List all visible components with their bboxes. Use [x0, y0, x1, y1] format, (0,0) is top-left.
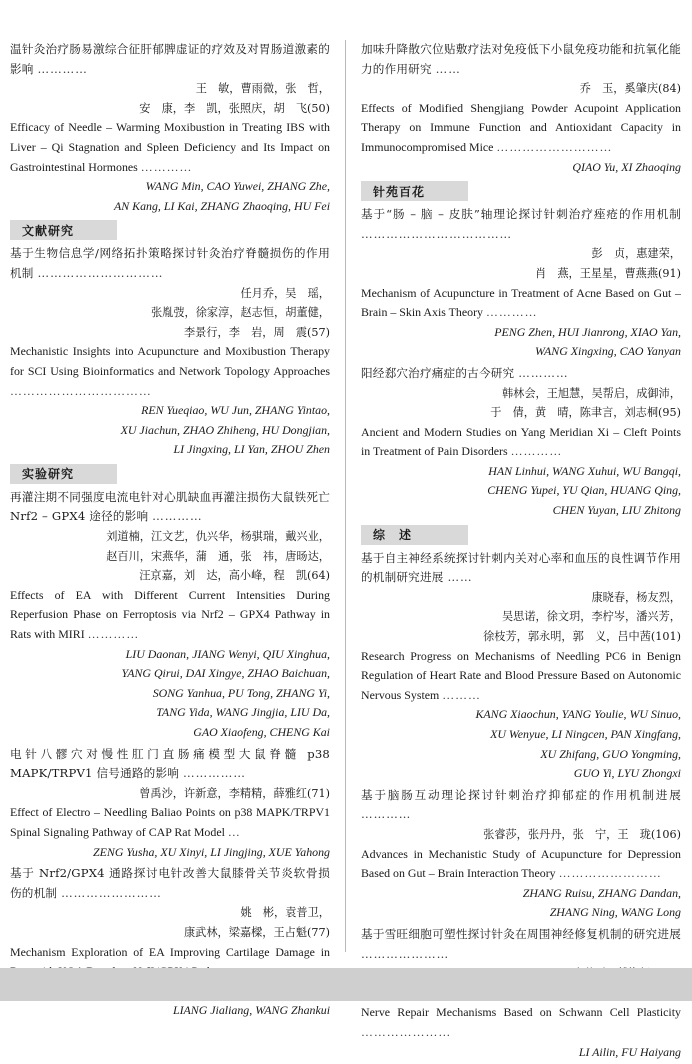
title-text-en: Mechanism Exploration of EA Improving Cartilage Damage in — [10, 944, 330, 959]
title-text-en: Effect of Electro – Needling Baliao Points on p38 MAPK/TRPV1 Spinal Signaling Pathway of CAP Rat Model — [10, 805, 330, 839]
authors-cn: 王 敏，曹雨微，张 哲， — [195, 82, 330, 96]
title-text-cn: 再灌注期不同强度电流电针对心肌缺血再灌注损伤大鼠铁死亡 Nrf2 – GPX4 途径的影响 — [10, 489, 330, 524]
authors-cn: 张胤弢，徐家淳，赵志恒，胡董健， — [150, 306, 330, 320]
entry-title-cn — [10, 244, 330, 283]
title-text-en: Mechanism of Acupuncture in Treatment of Acne Based on Gut – Brain – Skin Axis Theory — [361, 285, 681, 320]
authors-en: LIANG Jialiang, WANG Zhankui — [172, 1003, 330, 1018]
toc-entry — [10, 40, 330, 216]
left-column — [10, 40, 330, 1023]
authors-en: KANG Xiaochun, YANG Youlie, WU Sinuo, — [475, 707, 681, 722]
leader-dots: ………… — [485, 305, 538, 320]
section-header-literature: 文献研究 — [10, 220, 117, 240]
authors-en: ZHANG Ruisu, ZHANG Dandan, — [522, 885, 681, 900]
entry-title-en — [10, 803, 330, 842]
authors-cn: 安 康，李 凯，张照庆，胡 飞(50) — [139, 101, 330, 115]
authors-en: LIU Daonan, JIANG Wenyi, QIU Xinghua, — [125, 646, 330, 661]
leader-dots: …………………… — [558, 866, 662, 881]
title-text-en: Research Progress on Mechanisms of Needling PC6 in Benign Regulation of Heart Rate and Blood Pressure Based on Autonomic Nervous System — [361, 648, 681, 702]
authors-cn: 张睿莎，张丹丹，张 宁，王 珑(106) — [483, 827, 681, 841]
leader-dots: … — [227, 824, 241, 839]
leader-dots: ………… — [361, 807, 412, 822]
authors-cn: 李景行，李 岩，周 震(57) — [183, 325, 330, 339]
leader-dots: ………………… — [361, 1024, 452, 1039]
authors-en: SONG Yanhua, PU Tong, ZHANG Yi, — [152, 685, 330, 700]
authors-cn: 韩林会，王旭慧，吴帮启，成御沛， — [501, 386, 681, 400]
footer-bar — [0, 968, 692, 1001]
authors-en: ZENG Yusha, XU Xinyi, LI Jingjing, XUE Yahong — [93, 844, 330, 859]
section-header-experimental: 实验研究 — [10, 464, 117, 484]
title-text-en: Advances in Mechanistic Study of Acupuncture for Depression Based on Gut – Brain Interaction Theory — [361, 846, 681, 881]
entries-top-right — [361, 40, 681, 177]
authors-en: WANG Min, CAO Yuwei, ZHANG Zhe, — [145, 179, 330, 194]
leader-dots: …………………… — [61, 885, 162, 900]
entries-clinical-notes — [361, 205, 681, 521]
title-text-en: Efficacy of Needle – Warming Moxibustion in Treating IBS with Liver – Qi Stagnation and Spleen Deficiency and Its Impact on Gastrointestinal Hormones — [10, 120, 330, 174]
authors-cn: 康武林，梁嘉樑，王占魁(77) — [183, 925, 330, 939]
leader-dots: ………… — [518, 365, 569, 380]
toc-entry — [361, 549, 681, 784]
leader-dots: ………… — [37, 61, 88, 76]
title-text-en: Effects of Modified Shengjiang Powder Acupoint Application Therapy on Immune Function and Antioxidant Capacity in Immunocompromised Mice — [361, 100, 681, 154]
authors-en: CHENG Yupei, YU Qian, HUANG Qing, — [487, 483, 681, 498]
entry-title-cn — [10, 745, 330, 784]
entry-title-cn — [10, 40, 330, 79]
authors-cn: 任月乔，吴 瑶， — [240, 286, 330, 300]
title-text-cn: 电针八髎穴对慢性肛门直肠痛模型大鼠脊髓 p38 MAPK/TRPV1 信号通路的影响 — [10, 746, 330, 781]
section-header-review: 综 述 — [361, 525, 468, 545]
entry-title-cn — [10, 488, 330, 527]
leader-dots: ………… — [87, 627, 140, 642]
authors-en: YANG Qirui, DAI Xingye, ZHAO Baichuan, — [121, 666, 330, 681]
leader-dots: ………… — [140, 159, 193, 174]
authors-cn: 曾禹沙，许新意，李精精，薛雅红(71) — [139, 786, 330, 800]
title-text-cn: 基于 Nrf2/GPX4 通路探讨电针改善大鼠膝骨关节炎软骨损伤的机制 — [10, 866, 330, 900]
authors-en: REN Yueqiao, WU Jun, ZHANG Yintao, — [141, 403, 330, 418]
authors-en: LI Ailin, FU Haiyang — [578, 1044, 681, 1059]
leader-dots: ……… — [442, 687, 481, 702]
entry-title-en — [361, 284, 681, 323]
authors-en: PENG Zhen, HUI Jianrong, XIAO Yan, — [494, 324, 681, 339]
authors-en: XU Wenyue, LI Ningcen, PAN Xingfang, — [490, 727, 681, 741]
toc-entry — [10, 488, 330, 743]
toc-entry — [10, 745, 330, 863]
leader-dots: ………… — [152, 509, 203, 524]
entry-title-en — [361, 423, 681, 462]
title-text-en: Ancient and Modern Studies on Yang Meridian Xi – Cleft Points in Treatment of Pain Disorders — [361, 424, 681, 459]
authors-en: XU Jiachun, ZHAO Zhiheng, HU Dongjian, — [120, 422, 330, 437]
leader-dots: …………………………… — [10, 383, 152, 398]
authors-cn: 吴思诺，徐文玥，李柠岑，潘兴芳， — [501, 610, 681, 624]
toc-entry — [361, 364, 681, 521]
leader-dots: …………… — [182, 766, 246, 781]
authors-cn: 乔 玉，奚肇庆(84) — [579, 82, 681, 96]
authors-cn: 姚 彬，袁普卫， — [240, 906, 330, 920]
leader-dots: ……………………………… — [361, 226, 513, 241]
leader-dots: …… — [435, 61, 461, 76]
title-text-cn: 基于自主神经系统探讨针刺内关对心率和血压的良性调节作用的机制研究进展 — [361, 550, 681, 585]
right-column — [361, 40, 681, 1064]
entries-literature — [10, 244, 330, 460]
authors-en: GAO Xiaofeng, CHENG Kai — [193, 725, 330, 739]
entry-title-cn — [361, 925, 681, 964]
authors-cn: 刘道楠，江文艺，仇兴华，杨骐瑞，戴兴业， — [106, 530, 330, 544]
toc-entry — [361, 205, 681, 362]
authors-cn: 于 倩，黄 晴，陈聿言，刘志桐(95) — [490, 406, 681, 420]
authors-en: WANG Xingxing, CAO Yanyan — [534, 344, 681, 359]
authors-cn: 赵百川，宋燕华，蒲 通，张 祎，唐旸达， — [106, 549, 330, 563]
column-divider — [345, 40, 346, 952]
authors-en: QIAO Yu, XI Zhaoqing — [572, 159, 681, 174]
entry-title-cn — [10, 864, 330, 903]
entry-title-en — [361, 845, 681, 884]
authors-cn: 徐枝芳，郭永明，郭 义，吕中茜(101) — [483, 630, 681, 644]
authors-cn: 康晓春，杨友烈， — [591, 590, 681, 604]
entry-title-cn — [361, 364, 681, 384]
toc-entry — [361, 786, 681, 923]
title-text-cn: 阳经郄穴治疗痛症的古今研究 — [361, 365, 515, 380]
title-text-cn: 基于生物信息学/网络拓扑策略探讨针灸治疗脊髓损伤的作用机制 — [10, 246, 330, 280]
authors-en: CHEN Yuyan, LIU Zhitong — [552, 503, 681, 518]
title-text-cn: 加味升降散穴位贴敷疗法对免疫低下小鼠免疫功能和抗氧化能力的作用研究 — [361, 42, 681, 76]
leader-dots: ………… — [510, 444, 563, 459]
leader-dots: ………………… — [361, 946, 450, 961]
entry-title-cn — [361, 549, 681, 588]
toc-entry — [10, 244, 330, 460]
authors-cn: 肖 燕，王星星，曹燕燕(91) — [534, 266, 681, 280]
leader-dots: ………………………… — [37, 265, 164, 280]
title-text-en: Effects of EA with Different Current Intensities During Reperfusion Phase on Ferroptosis via Nrf2 – GPX4 Pathway in Rats with MIRI — [10, 587, 330, 642]
entry-title-cn — [361, 786, 681, 825]
authors-en: LI Jingxing, LI Yan, ZHOU Zhen — [173, 442, 330, 457]
leader-dots: ……………………… — [496, 139, 613, 154]
section-header-clinical-notes: 针苑百花 — [361, 181, 468, 201]
entries-experimental — [10, 488, 330, 1021]
title-text-cn: 基于“肠 – 脑 – 皮肤”轴理论探讨针刺治疗痤疮的作用机制 — [361, 207, 681, 222]
title-text-en: Mechanistic Insights into Acupuncture and Moxibustion Therapy for SCI Using Bioinformatics and Network Topology Approaches — [10, 344, 330, 378]
entry-title-en — [10, 586, 330, 645]
title-text-cn: 温针灸治疗肠易激综合征肝郁脾虚证的疗效及对胃肠道激素的影响 — [10, 42, 330, 76]
entry-title-cn — [361, 40, 681, 79]
entries-top — [10, 40, 330, 216]
authors-cn: 彭 贞，惠建荣， — [591, 247, 681, 261]
toc-entry — [361, 40, 681, 177]
title-text-cn: 基于雪旺细胞可塑性探讨针灸在周围神经修复机制的研究进展 — [361, 926, 681, 941]
authors-cn: 汪京嘉，刘 达，高小峰，程 凯(64) — [139, 569, 330, 583]
authors-en: XU Zhifang, GUO Yongming, — [540, 746, 681, 761]
authors-en: ZHANG Ning, WANG Long — [549, 905, 681, 920]
title-text-en: Nerve Repair Mechanisms Based on Schwann Cell Plasticity — [361, 1005, 681, 1020]
entry-title-cn — [361, 205, 681, 244]
entry-title-en — [361, 99, 681, 158]
authors-en: TANG Yida, WANG Jingjia, LIU Da, — [156, 705, 330, 720]
authors-en: GUO Yi, LYU Zhongxi — [573, 766, 681, 781]
entry-title-en — [361, 647, 681, 706]
authors-en: AN Kang, LI Kai, ZHANG Zhaoqing, HU Fei — [113, 198, 330, 213]
title-text-cn: 基于脑肠互动理论探讨针刺治疗抑郁症的作用机制进展 — [361, 787, 681, 802]
entry-title-en — [10, 342, 330, 401]
authors-en: HAN Linhui, WANG Xuhui, WU Bangqi, — [488, 463, 681, 478]
entry-title-en — [10, 118, 330, 177]
leader-dots: …… — [447, 570, 473, 585]
